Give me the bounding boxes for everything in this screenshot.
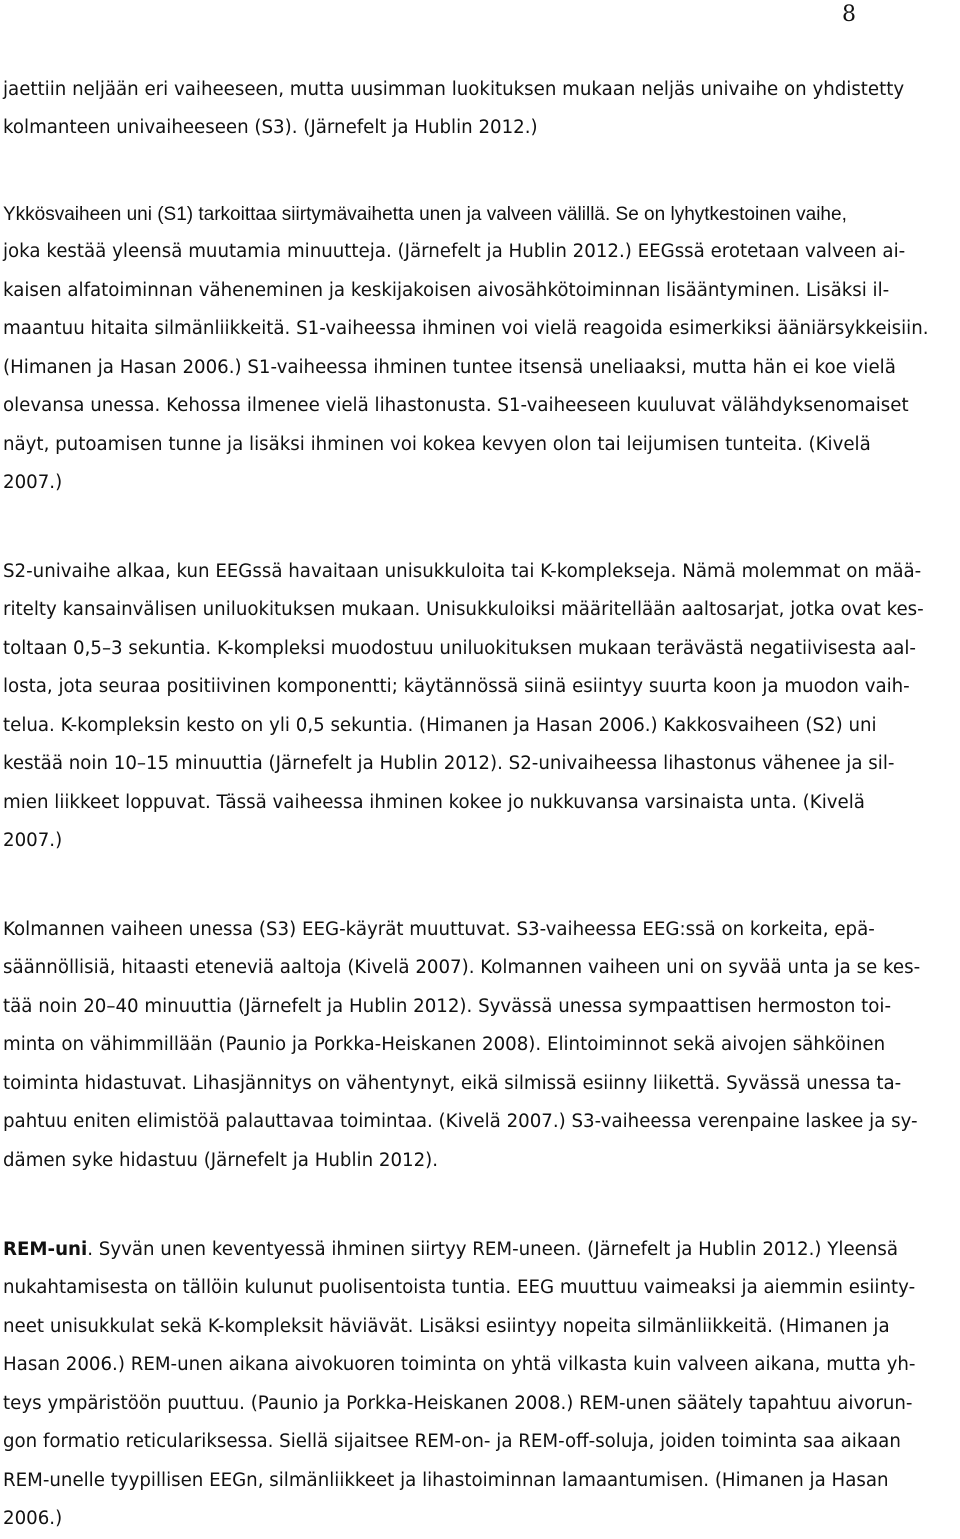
text-line: ritelty kansainvälisen uniluokituksen mukaan. Unisukkuloiksi määritellään aaltosarjat, jotka ovat kes- — [3, 599, 924, 620]
text-line: olevansa unessa. Kehossa ilmenee vielä lihastonusta. S1-vaiheeseen kuuluvat välähdyksenomaiset — [3, 395, 909, 416]
text-line: minta on vähimmillään (Paunio ja Porkka-Heiskanen 2008). Elintoiminnot sekä aivojen sähköinen — [3, 1034, 886, 1055]
page-number: 8 — [842, 2, 856, 27]
text-line: jaettiin neljään eri vaiheeseen, mutta uusimman luokituksen mukaan neljäs univaihe on yhdistetty — [3, 79, 905, 100]
rem-first-line: . Syvän unen keventyessä ihminen siirtyy REM-uneen. (Järnefelt ja Hublin 2012.) Yleensä — [87, 1239, 898, 1260]
text-line: toltaan 0,5–3 sekuntia. K-kompleksi muodostuu uniluokituksen mukaan terävästä negatiivisesta aal- — [3, 638, 916, 659]
text-line: joka kestää yleensä muutamia minuutteja. (Järnefelt ja Hublin 2012.) EEGssä erotetaan valveen ai- — [3, 241, 906, 262]
text-line: 2007.) — [3, 472, 63, 493]
text-line: REM-unelle tyypillisen EEGn, silmänliikkeet ja lihastoiminnan lamaantumisen. (Himanen ja Hasan — [3, 1470, 889, 1491]
text-line: näyt, putoamisen tunne ja lisäksi ihminen voi kokea kevyen olon tai leijumisen tunteita. (Kivelä — [3, 434, 871, 455]
text-line: (Himanen ja Hasan 2006.) S1-vaiheessa ihminen tuntee itsensä uneliaaksi, mutta hän ei koe vielä — [3, 357, 896, 378]
text-line: losta, jota seuraa positiivinen komponentti; käytännössä siinä esiintyy suurta koon ja muodon vaih- — [3, 676, 910, 697]
rem-heading: REM-uni — [3, 1239, 88, 1260]
text-line — [3, 1238, 898, 1262]
text-line: 2006.) — [3, 1508, 63, 1529]
text-line: telua. K-kompleksin kesto on yli 0,5 sekuntia. (Himanen ja Hasan 2006.) Kakkosvaiheen (S2) uni — [3, 715, 877, 736]
text-line: Kolmannen vaiheen unessa (S3) EEG-käyrät muuttuvat. S3-vaiheessa EEG:ssä on korkeita, epä- — [3, 919, 875, 940]
text-line: 2007.) — [3, 830, 63, 851]
text-line: neet unisukkulat sekä K-kompleksit häviävät. Lisäksi esiintyy nopeita silmänliikkeitä. (Himanen ja — [3, 1316, 890, 1337]
text-line: dämen syke hidastuu (Järnefelt ja Hublin 2012). — [3, 1150, 439, 1171]
text-line: toiminta hidastuvat. Lihasjännitys on vähentynyt, eikä silmissä esiinny liikettä. Syvässä unessa ta- — [3, 1073, 902, 1094]
text-line: kestää noin 10–15 minuuttia (Järnefelt ja Hublin 2012). S2-univaiheessa lihastonus vähenee ja sil- — [3, 753, 895, 774]
text-line: gon formatio reticulariksessa. Siellä sijaitsee REM-on- ja REM-off-soluja, joiden toiminta saa aikaan — [3, 1431, 901, 1452]
text-line: kolmanteen univaiheeseen (S3). (Järnefelt ja Hublin 2012.) — [3, 117, 538, 138]
text-line: Hasan 2006.) REM-unen aikana aivokuoren toiminta on yhtä vilkasta kuin valveen aikana, mutta yh- — [3, 1354, 916, 1375]
text-line: S2-univaihe alkaa, kun EEGssä havaitaan unisukkuloita tai K-komplekseja. Nämä molemmat on mää- — [3, 561, 922, 582]
text-line: maantuu hitaita silmänliikkeitä. S1-vaiheessa ihminen voi vielä reagoida esimerkiksi ääniärsykkeisiin. — [3, 318, 929, 339]
text-line: Ykkösvaiheen uni (S1) tarkoittaa siirtymävaihetta unen ja valveen välillä. Se on lyhytkestoinen vaihe, — [3, 204, 847, 225]
text-line: tää noin 20–40 minuuttia (Järnefelt ja Hublin 2012). Syvässä unessa sympaattisen hermoston toi- — [3, 996, 892, 1017]
text-line: teys ympäristöön puuttuu. (Paunio ja Porkka-Heiskanen 2008.) REM-unen säätely tapahtuu aivorun- — [3, 1393, 913, 1414]
text-line: pahtuu eniten elimistöä palauttavaa toimintaa. (Kivelä 2007.) S3-vaiheessa verenpaine laskee ja sy- — [3, 1111, 918, 1132]
text-line: nukahtamisesta on tällöin kulunut puolisentoista tuntia. EEG muuttuu vaimeaksi ja aiemmin esiinty- — [3, 1277, 916, 1298]
text-line: säännöllisiä, hitaasti eteneviä aaltoja (Kivelä 2007). Kolmannen vaiheen uni on syvää unta ja se kes- — [3, 957, 921, 978]
text-line: mien liikkeet loppuvat. Tässä vaiheessa ihminen kokee jo nukkuvansa varsinaista unta. (Kivelä — [3, 792, 865, 813]
text-line: kaisen alfatoiminnan väheneminen ja keskijakoisen aivosähkötoiminnan lisääntyminen. Lisäksi il- — [3, 280, 890, 301]
